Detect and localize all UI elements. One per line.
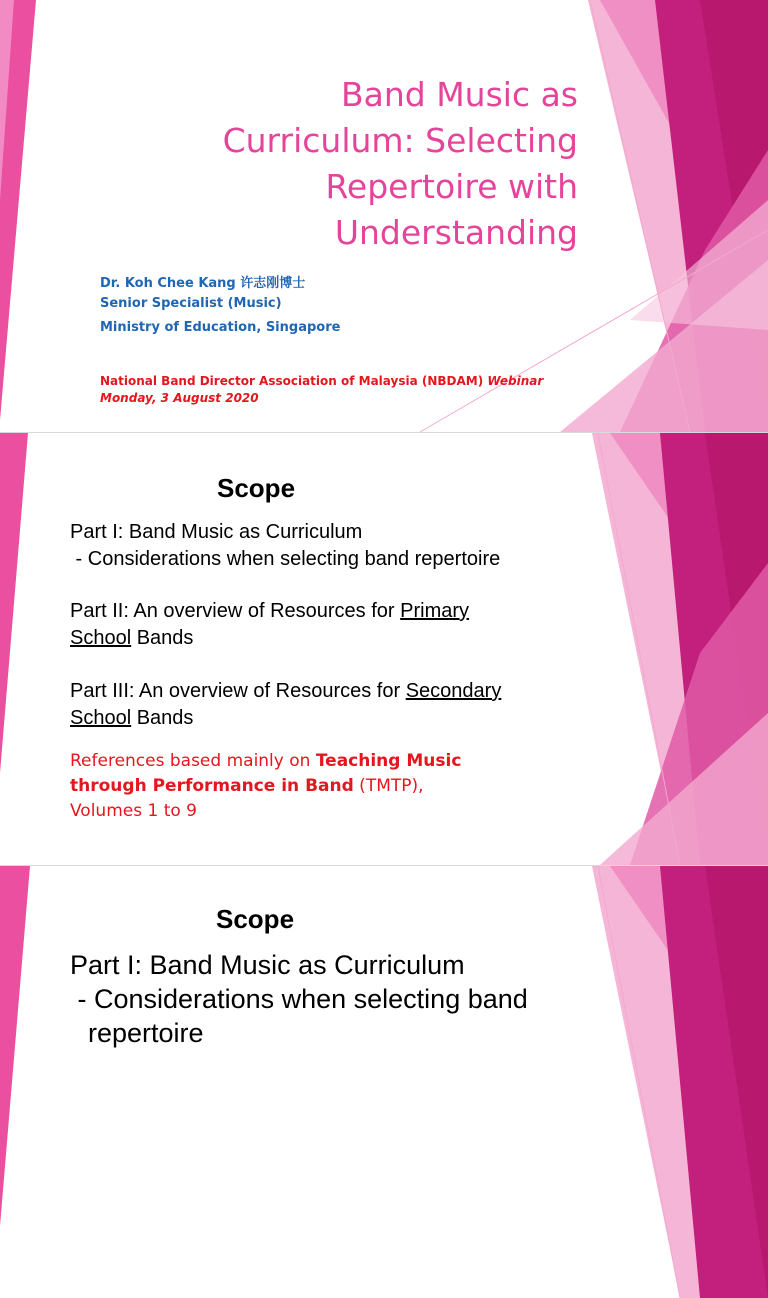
ref-volumes: Volumes 1 to 9 <box>70 801 197 821</box>
presentation-title <box>180 72 578 256</box>
event-organizer: National Band Director Association of Malaysia (NBDAM) <box>100 374 484 388</box>
ref-book-title-2: through Performance in Band <box>70 776 354 796</box>
title-slide <box>0 0 768 432</box>
part-3-underline-1: Secondary <box>405 680 502 702</box>
part-2-suffix: Bands <box>131 627 194 649</box>
part-3-prefix: Part III: An overview of Resources for <box>70 680 406 702</box>
author-name: Dr. Koh Chee Kang 许志刚博士 <box>100 276 306 291</box>
event-type: Webinar <box>487 374 544 388</box>
title-line-2: Curriculum: Selecting <box>222 121 578 160</box>
decorative-background-triangles <box>0 866 768 1298</box>
ref-abbrev: (TMTP), <box>353 776 424 796</box>
part-1-subtitle: - Considerations when selecting band repertoire <box>70 548 501 570</box>
part-1 <box>70 519 590 573</box>
event-date: Monday, 3 August 2020 <box>100 391 259 405</box>
part-2-underline-2: School <box>70 627 132 649</box>
part-1-title: Part I: Band Music as Curriculum <box>70 950 465 980</box>
author-role: Senior Specialist (Music) <box>100 296 282 311</box>
part-3 <box>70 678 590 732</box>
part-1-title: Part I: Band Music as Curriculum <box>70 521 363 543</box>
event-details <box>100 373 560 407</box>
author-organization: Ministry of Education, Singapore <box>100 320 341 335</box>
slide-heading: Scope <box>216 904 295 934</box>
title-line-1: Band Music as <box>340 75 578 114</box>
part-2 <box>70 598 590 652</box>
ref-book-title-1: Teaching Music <box>315 751 462 771</box>
part-1-subtitle-line-1: - Considerations when selecting band <box>70 984 528 1014</box>
part-2-underline-1: Primary <box>400 600 470 622</box>
scope-slide-partial <box>0 866 768 1048</box>
title-line-4: Understanding <box>334 213 578 252</box>
part-1-subtitle-line-2: repertoire <box>88 1018 204 1048</box>
title-line-3: Repertoire with <box>325 167 578 206</box>
part-3-underline-2: School <box>70 707 132 729</box>
part-3-suffix: Bands <box>131 707 194 729</box>
slide-heading: Scope <box>217 473 296 503</box>
scope-slide <box>0 433 768 865</box>
part-1 <box>70 948 590 1050</box>
references-note <box>70 749 540 824</box>
part-2-prefix: Part II: An overview of Resources for <box>70 600 401 622</box>
ref-prefix: References based mainly on <box>70 751 316 771</box>
